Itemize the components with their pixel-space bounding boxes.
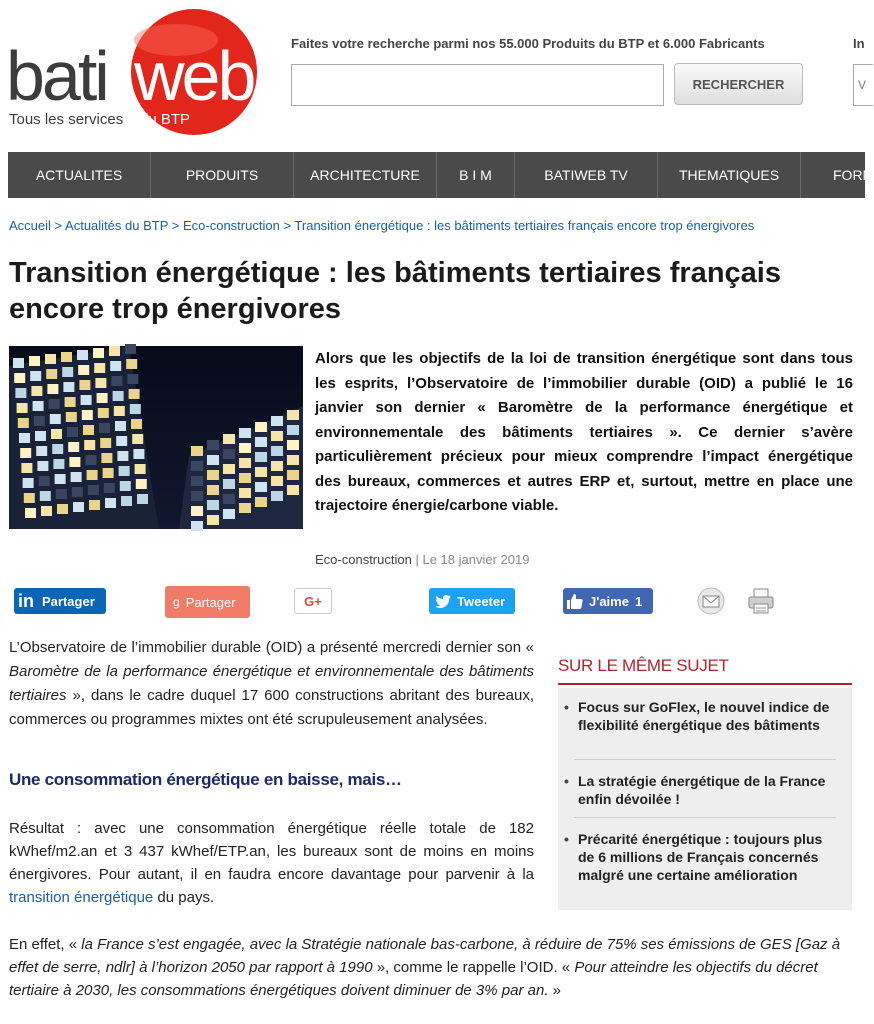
window-light bbox=[51, 429, 62, 439]
thumbs-up-icon bbox=[567, 594, 583, 609]
window-light bbox=[239, 488, 251, 498]
p3-text-mid: », comme le rappelle l’OID. « bbox=[372, 959, 575, 976]
window-light bbox=[117, 451, 128, 461]
window-light bbox=[65, 397, 76, 407]
window-light bbox=[110, 361, 121, 371]
window-light bbox=[129, 389, 140, 399]
article-subheading: Une consommation énergétique en baisse, mais… bbox=[9, 770, 402, 789]
window-light bbox=[130, 404, 141, 414]
window-light bbox=[84, 440, 95, 450]
search-input[interactable] bbox=[291, 64, 664, 106]
window-light bbox=[255, 437, 267, 447]
window-light bbox=[97, 393, 108, 403]
window-light bbox=[72, 487, 83, 497]
breadcrumb-eco-construction[interactable]: Eco-construction bbox=[182, 218, 280, 233]
window-light bbox=[82, 410, 93, 420]
window-light bbox=[18, 418, 29, 428]
window-light bbox=[207, 485, 219, 495]
window-light bbox=[109, 346, 120, 356]
window-light bbox=[68, 442, 79, 452]
print-icon[interactable] bbox=[747, 586, 775, 616]
window-light bbox=[239, 443, 251, 453]
window-light bbox=[29, 356, 40, 366]
window-light bbox=[20, 448, 31, 458]
header-extra-select[interactable]: V bbox=[853, 64, 873, 106]
window-light bbox=[36, 446, 47, 456]
breadcrumb-home[interactable]: Accueil bbox=[9, 218, 51, 233]
window-light bbox=[66, 412, 77, 422]
window-light bbox=[223, 434, 235, 444]
svg-text:web: web bbox=[134, 37, 254, 115]
window-light bbox=[223, 494, 235, 504]
window-light bbox=[223, 509, 235, 519]
window-light bbox=[287, 455, 299, 465]
breadcrumb-separator: > bbox=[171, 218, 180, 233]
related-list bbox=[558, 688, 852, 910]
facebook-like-label: J'aime bbox=[589, 593, 629, 609]
window-light bbox=[24, 493, 35, 503]
window-light bbox=[132, 434, 143, 444]
window-light bbox=[37, 461, 48, 471]
window-light bbox=[239, 428, 251, 438]
window-light bbox=[191, 521, 203, 531]
window-light bbox=[271, 446, 283, 456]
window-light bbox=[137, 494, 148, 504]
p3-quote-1: la France s’est engagée, avec la Stratégie nationale bas-carbone, à réduire de 75% ses émissions de GES [Gaz à effet de serre, ndlr] à l’horizon 2050 par rapport à 1990 bbox=[9, 936, 841, 976]
window-light bbox=[89, 500, 100, 510]
meta-separator: | bbox=[415, 552, 419, 567]
p2-text-end: du pays. bbox=[153, 889, 215, 906]
nav-item-architecture[interactable]: ARCHITECTURE bbox=[294, 152, 437, 198]
window-light bbox=[53, 459, 64, 469]
nav-item-actualites[interactable]: ACTUALITES bbox=[8, 152, 151, 198]
nav-item-bim[interactable]: B I M bbox=[437, 152, 515, 198]
window-light bbox=[45, 354, 56, 364]
link-transition-energetique[interactable]: transition énergétique bbox=[9, 889, 154, 906]
window-light bbox=[67, 427, 78, 437]
window-light bbox=[69, 457, 80, 467]
window-light bbox=[94, 363, 105, 373]
nav-item-formations[interactable]: FORM bbox=[833, 167, 874, 183]
window-light bbox=[115, 421, 126, 431]
window-light bbox=[191, 506, 203, 516]
window-light bbox=[55, 474, 66, 484]
window-light bbox=[111, 376, 122, 386]
window-light bbox=[104, 483, 115, 493]
nav-item-batiweb-tv[interactable]: BATIWEB TV bbox=[515, 152, 658, 198]
batiweb-logo[interactable] bbox=[6, 10, 258, 140]
window-light bbox=[61, 352, 72, 362]
window-light bbox=[271, 416, 283, 426]
window-light bbox=[239, 503, 251, 513]
window-light bbox=[100, 438, 111, 448]
svg-text:bati: bati bbox=[6, 37, 107, 115]
window-light bbox=[93, 348, 104, 358]
window-light bbox=[287, 485, 299, 495]
window-light bbox=[127, 374, 138, 384]
linkedin-share-label: Partager bbox=[42, 593, 95, 609]
related-title-rule bbox=[558, 683, 852, 685]
window-light bbox=[255, 422, 267, 432]
window-light bbox=[120, 481, 131, 491]
window-light bbox=[223, 449, 235, 459]
svg-text:du BTP: du BTP bbox=[140, 111, 191, 128]
article-date: Le 18 janvier 2019 bbox=[422, 552, 530, 567]
related-divider bbox=[574, 759, 836, 760]
window-light bbox=[52, 444, 63, 454]
window-light bbox=[87, 470, 98, 480]
window-light bbox=[255, 467, 267, 477]
article-paragraph-3 bbox=[9, 933, 852, 1002]
related-divider bbox=[574, 817, 836, 818]
window-light bbox=[31, 386, 42, 396]
window-light bbox=[99, 423, 110, 433]
article-category[interactable]: Eco-construction bbox=[315, 552, 412, 567]
window-light bbox=[17, 403, 28, 413]
p1-text-end: », dans le cadre duquel 17 600 constructions abritant des bureaux, commerces ou programmes mixtes ont été scrupuleusement analysées. bbox=[9, 687, 534, 728]
window-light bbox=[287, 425, 299, 435]
window-light bbox=[114, 406, 125, 416]
window-light bbox=[23, 478, 34, 488]
p3-text-end: » bbox=[548, 982, 561, 999]
window-light bbox=[207, 455, 219, 465]
window-light bbox=[41, 506, 52, 516]
twitter-share-label: Tweeter bbox=[457, 593, 506, 609]
window-light bbox=[73, 502, 84, 512]
window-light bbox=[239, 458, 251, 468]
window-light bbox=[79, 380, 90, 390]
window-light bbox=[35, 431, 46, 441]
window-light bbox=[39, 476, 50, 486]
search-button[interactable]: RECHERCHER bbox=[674, 63, 803, 105]
window-light bbox=[287, 440, 299, 450]
nav-item-thematiques[interactable]: THEMATIQUES bbox=[658, 152, 801, 198]
p1-emphasis: Baromètre de la performance énergétique et environnementale des bâtiments tertiaires bbox=[9, 663, 534, 704]
window-light bbox=[83, 425, 94, 435]
window-light bbox=[78, 365, 89, 375]
related-item[interactable]: • La stratégie énergétique de la France enfin dévoilée ! bbox=[578, 772, 836, 808]
page-title: Transition énergétique : les bâtiments tertiaires français encore trop énergivores bbox=[9, 257, 781, 325]
window-light bbox=[57, 504, 68, 514]
site-header bbox=[0, 0, 865, 150]
article-paragraph-1 bbox=[9, 636, 534, 732]
gplus-share-button[interactable]: G+ bbox=[294, 588, 332, 614]
related-item[interactable]: • Précarité énergétique : toujours plus de 6 millions de Français concernés malgré une certaine amélioration bbox=[578, 830, 836, 884]
window-light bbox=[85, 455, 96, 465]
window-light bbox=[255, 482, 267, 492]
window-light bbox=[101, 453, 112, 463]
p3-text-start: En effet, « bbox=[9, 936, 82, 953]
window-light bbox=[223, 479, 235, 489]
window-light bbox=[125, 344, 136, 354]
window-light bbox=[47, 384, 58, 394]
window-light bbox=[136, 479, 147, 489]
window-light bbox=[207, 470, 219, 480]
window-light bbox=[207, 515, 219, 525]
window-light bbox=[126, 359, 137, 369]
window-light bbox=[21, 463, 32, 473]
window-light bbox=[103, 468, 114, 478]
window-light bbox=[71, 472, 82, 482]
email-share-icon[interactable] bbox=[697, 586, 725, 616]
window-light bbox=[116, 436, 127, 446]
linkedin-icon: in bbox=[18, 590, 34, 611]
related-title: SUR LE MÊME SUJET bbox=[558, 656, 729, 675]
window-light bbox=[271, 476, 283, 486]
google-share-label: Partager bbox=[185, 594, 236, 610]
window-light bbox=[63, 382, 74, 392]
window-light bbox=[271, 461, 283, 471]
article-paragraph-2 bbox=[9, 817, 534, 909]
window-light bbox=[131, 419, 142, 429]
window-light bbox=[88, 485, 99, 495]
window-light bbox=[62, 367, 73, 377]
window-light bbox=[287, 410, 299, 420]
window-light bbox=[191, 446, 203, 456]
window-light bbox=[133, 449, 144, 459]
google-icon: g bbox=[173, 595, 180, 609]
facebook-like-button[interactable] bbox=[563, 588, 653, 614]
window-light bbox=[191, 491, 203, 501]
window-light bbox=[105, 498, 116, 508]
window-light bbox=[13, 358, 24, 368]
breadcrumb bbox=[9, 218, 754, 233]
window-light bbox=[135, 464, 146, 474]
window-light bbox=[81, 395, 92, 405]
window-light bbox=[255, 497, 267, 507]
window-light bbox=[50, 414, 61, 424]
window-light bbox=[113, 391, 124, 401]
window-light bbox=[98, 408, 109, 418]
window-light bbox=[25, 508, 36, 518]
related-item[interactable]: • Focus sur GoFlex, le nouvel indice de flexibilité énergétique des bâtiments bbox=[578, 698, 836, 734]
window-light bbox=[287, 470, 299, 480]
article-meta bbox=[315, 552, 529, 567]
breadcrumb-current[interactable]: Transition énergétique : les bâtiments tertiaires français encore trop énergivores bbox=[294, 218, 755, 233]
p3-quote-2: Pour atteindre les objectifs du décret tertiaire à 2030, les consommations énergétiques doivent diminuer de 3% par an. bbox=[9, 959, 818, 999]
window-light bbox=[40, 491, 51, 501]
twitter-share-button[interactable] bbox=[429, 588, 515, 614]
window-light bbox=[46, 369, 57, 379]
header-extra-caption: In bbox=[853, 36, 865, 51]
window-light bbox=[49, 399, 60, 409]
article-image bbox=[9, 346, 303, 529]
p1-text: L’Observatoire de l’immobilier durable (OID) a présenté mercredi dernier son « bbox=[9, 639, 534, 656]
window-light bbox=[14, 373, 25, 383]
breadcrumb-separator: > bbox=[54, 218, 63, 233]
search-caption: Faites votre recherche parmi nos 55.000 Produits du BTP et 6.000 Fabricants bbox=[291, 36, 765, 51]
window-light bbox=[255, 452, 267, 462]
twitter-bird-icon bbox=[435, 595, 451, 608]
window-light bbox=[271, 491, 283, 501]
window-light bbox=[191, 476, 203, 486]
window-light bbox=[207, 440, 219, 450]
window-light bbox=[119, 466, 130, 476]
window-light bbox=[95, 378, 106, 388]
window-light bbox=[56, 489, 67, 499]
window-light bbox=[191, 461, 203, 471]
window-light bbox=[223, 464, 235, 474]
facebook-like-count: 1 bbox=[634, 593, 643, 609]
window-light bbox=[19, 433, 30, 443]
window-light bbox=[30, 371, 41, 381]
window-light bbox=[239, 473, 251, 483]
nav-item-produits[interactable]: PRODUITS bbox=[151, 152, 294, 198]
window-light bbox=[121, 496, 132, 506]
p2-text: Résultat : avec une consommation énergétique réelle totale de 182 kWhef/m2.an et 3 437 kWhef/ETP.an, les bureaux sont de moins en moins énergivores. Pour autant, il en faudra encore davantage pour parvenir à la bbox=[9, 820, 534, 883]
linkedin-share-button[interactable] bbox=[14, 588, 106, 614]
breadcrumb-separator: > bbox=[283, 218, 292, 233]
window-light bbox=[207, 500, 219, 510]
window-light bbox=[77, 350, 88, 360]
svg-text:Tous les services: Tous les services bbox=[9, 111, 124, 128]
window-light bbox=[271, 431, 283, 441]
window-light bbox=[34, 416, 45, 426]
main-nav bbox=[8, 152, 874, 198]
breadcrumb-actualites[interactable]: Actualités du BTP bbox=[65, 218, 169, 233]
window-light bbox=[15, 388, 26, 398]
google-share-button[interactable] bbox=[165, 586, 250, 618]
window-light bbox=[33, 401, 44, 411]
article-lead: Alors que les objectifs de la loi de transition énergétique sont dans tous les esprits, l’Observatoire de l’immobilier durable (OID) a publié le 16 janvier son dernier « Baromètre de la performance énergétique et environnementale des bâtiments tertiaires ». Ce dernier s’avère particulièrement précieux pour mieux comprendre l’impact énergétique des bureaux, commerces et autres ERP et, surtout, mettre en place une trajectoire énergie/carbone viable. bbox=[315, 350, 853, 514]
